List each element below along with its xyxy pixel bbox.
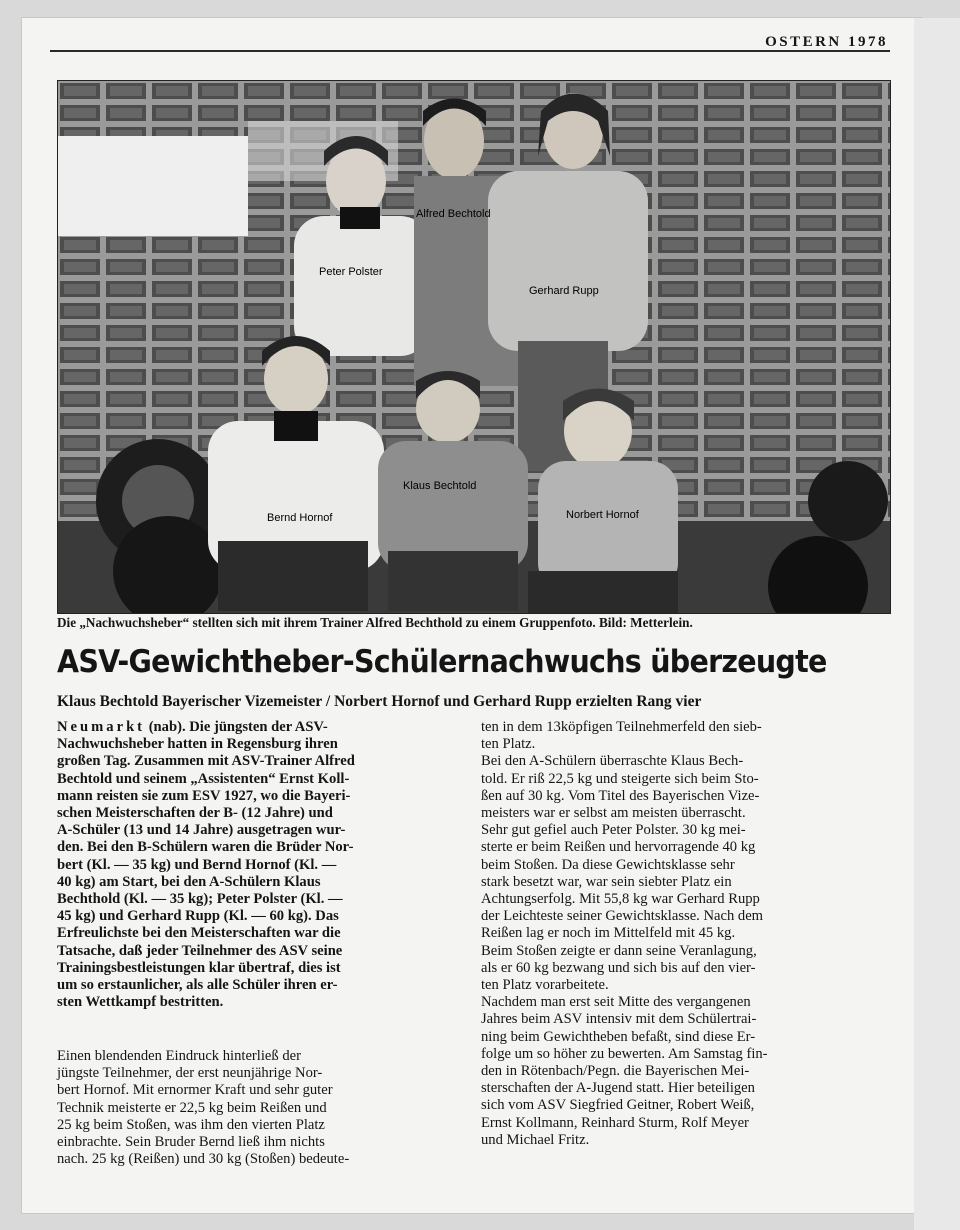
subheadline: Klaus Bechtold Bayerischer Vizemeister / Norbert Hornof und Gerhard Rupp erzielten Rang vier [57, 693, 702, 710]
lead-line: den. Bei den B-Schülern waren die Brüder Nor- [57, 839, 354, 856]
header-rule [50, 50, 890, 52]
headline: ASV-Gewichtheber-Schülernachwuchs überzeugte [57, 644, 827, 680]
body-line: sich vom ASV Siegfried Geitner, Robert Weiß, [481, 1097, 755, 1114]
body-line: sterschaften der A-Jugend statt. Hier beteiligen [481, 1080, 755, 1097]
body-line: 25 kg beim Stoßen, was ihm den vierten Platz [57, 1116, 325, 1133]
article-body-col1 [57, 1048, 467, 1168]
dateline: Neumarkt [57, 719, 146, 735]
body-line: ßen auf 30 kg. Vom Titel des Bayerischen Vize- [481, 787, 760, 804]
group-photo [57, 80, 891, 614]
label-bernd: Bernd Hornof [267, 512, 333, 524]
article-lead [57, 719, 467, 1011]
body-line: Technik meisterte er 22,5 kg beim Reißen und [57, 1099, 327, 1116]
label-peter: Peter Polster [319, 266, 383, 278]
body-line: den in Rötenbach/Pegn. die Bayerischen Mei- [481, 1063, 750, 1080]
label-gerhard: Gerhard Rupp [529, 285, 599, 297]
body-line: Bei den A-Schülern überraschte Klaus Bech- [481, 753, 744, 770]
lead-line: 45 kg) und Gerhard Rupp (Kl. — 60 kg). Das [57, 908, 339, 925]
body-line: ning beim Gewichtheben befaßt, sind diese Er- [481, 1028, 756, 1045]
body-line: beim Stoßen. Da diese Gewichtsklasse sehr [481, 856, 735, 873]
body-line: als er 60 kg bezwang und sich bis auf den vier- [481, 959, 756, 976]
body-line: meisters war er selbst am meisten überrascht. [481, 805, 746, 822]
body-line: sterte er beim Reißen und hervorragende 40 kg [481, 839, 756, 856]
lead-line: mann reisten sie zum ESV 1927, wo die Bayeri- [57, 787, 351, 804]
body-line: und Michael Fritz. [481, 1131, 590, 1148]
body-line: told. Er riß 22,5 kg und steigerte sich beim Sto- [481, 770, 759, 787]
body-line: Reißen lag er noch im Mittelfeld mit 45 kg. [481, 925, 736, 942]
body-line: stark besetzt war, war sein siebter Platz ein [481, 873, 732, 890]
article-body-col2 [481, 719, 891, 1149]
lead-line: großen Tag. Zusammen mit ASV-Trainer Alfred [57, 753, 355, 770]
lead-line: Bechthold (Kl. — 35 kg); Peter Polster (Kl. — [57, 891, 343, 908]
lead-line: Bechtold und seinem „Assistenten“ Ernst Koll- [57, 770, 350, 787]
lead-line: bert (Kl. — 35 kg) und Bernd Hornof (Kl. — [57, 856, 337, 873]
body-line: nach. 25 kg (Reißen) und 30 kg (Stoßen) bedeute- [57, 1151, 350, 1168]
body-line: ten Platz vorarbeitete. [481, 977, 609, 994]
lead-line: Trainingsbestleistungen klar übertraf, dies ist [57, 959, 341, 976]
body-line: Einen blendenden Eindruck hinterließ der [57, 1048, 301, 1064]
lead-line: 40 kg) am Start, bei den A-Schülern Klaus [57, 873, 321, 890]
lead-line: um so erstaunlicher, als alle Schüler ihren er- [57, 977, 338, 994]
group-photo-drawing [58, 81, 890, 613]
body-line: einbrachte. Sein Bruder Bernd ließ ihm nichts [57, 1134, 325, 1151]
scan-margin [914, 18, 960, 1230]
lead-line: Nachwuchsheber hatten in Regensburg ihren [57, 736, 338, 753]
photo-caption: Die „Nachwuchsheber“ stellten sich mit ihrem Trainer Alfred Bechthold zu einem Gruppenfoto. Bild: Metterlein. [57, 615, 693, 630]
lead-line: schen Meisterschaften der B- (12 Jahre) und [57, 805, 333, 822]
body-line: ten in dem 13köpfigen Teilnehmerfeld den sieb- [481, 719, 762, 735]
label-klaus: Klaus Bechtold [403, 480, 477, 492]
body-line: Nachdem man erst seit Mitte des vergangenen [481, 994, 751, 1011]
body-line: der Leichteste seiner Gewichtsklasse. Nach dem [481, 908, 764, 925]
body-line: Achtungserfolg. Mit 55,8 kg war Gerhard Rupp [481, 891, 760, 908]
lead-line: Erfreulichste bei den Meisterschaften war die [57, 925, 341, 942]
label-alfred: Alfred Bechtold [416, 208, 491, 220]
lead-line: sten Wettkampf bestritten. [57, 994, 224, 1011]
body-line: folge um so höher zu bewerten. Am Samstag fin- [481, 1045, 768, 1062]
body-line: bert Hornof. Mit ernormer Kraft und sehr guter [57, 1082, 333, 1099]
label-norbert: Norbert Hornof [566, 509, 639, 521]
lead-line: Tatsache, daß jeder Teilnehmer des ASV seine [57, 942, 343, 959]
body-line: ten Platz. [481, 736, 536, 753]
body-line: Jahres beim ASV intensiv mit dem Schülertrai- [481, 1011, 757, 1028]
body-line: jüngste Teilnehmer, der erst neunjährige Nor- [57, 1065, 323, 1082]
body-line: Ernst Kollmann, Reinhard Sturm, Rolf Meyer [481, 1114, 749, 1131]
lead-line-0: Neumarkt (nab). Die jüngsten der ASV- [57, 719, 328, 735]
body-line: Beim Stoßen zeigte er dann seine Veranlagung, [481, 942, 757, 959]
issue-date: OSTERN 1978 [765, 34, 888, 50]
lead-line: A-Schüler (13 und 14 Jahre) ausgetragen wur- [57, 822, 346, 839]
body-line: Sehr gut gefiel auch Peter Polster. 30 kg mei- [481, 822, 746, 839]
